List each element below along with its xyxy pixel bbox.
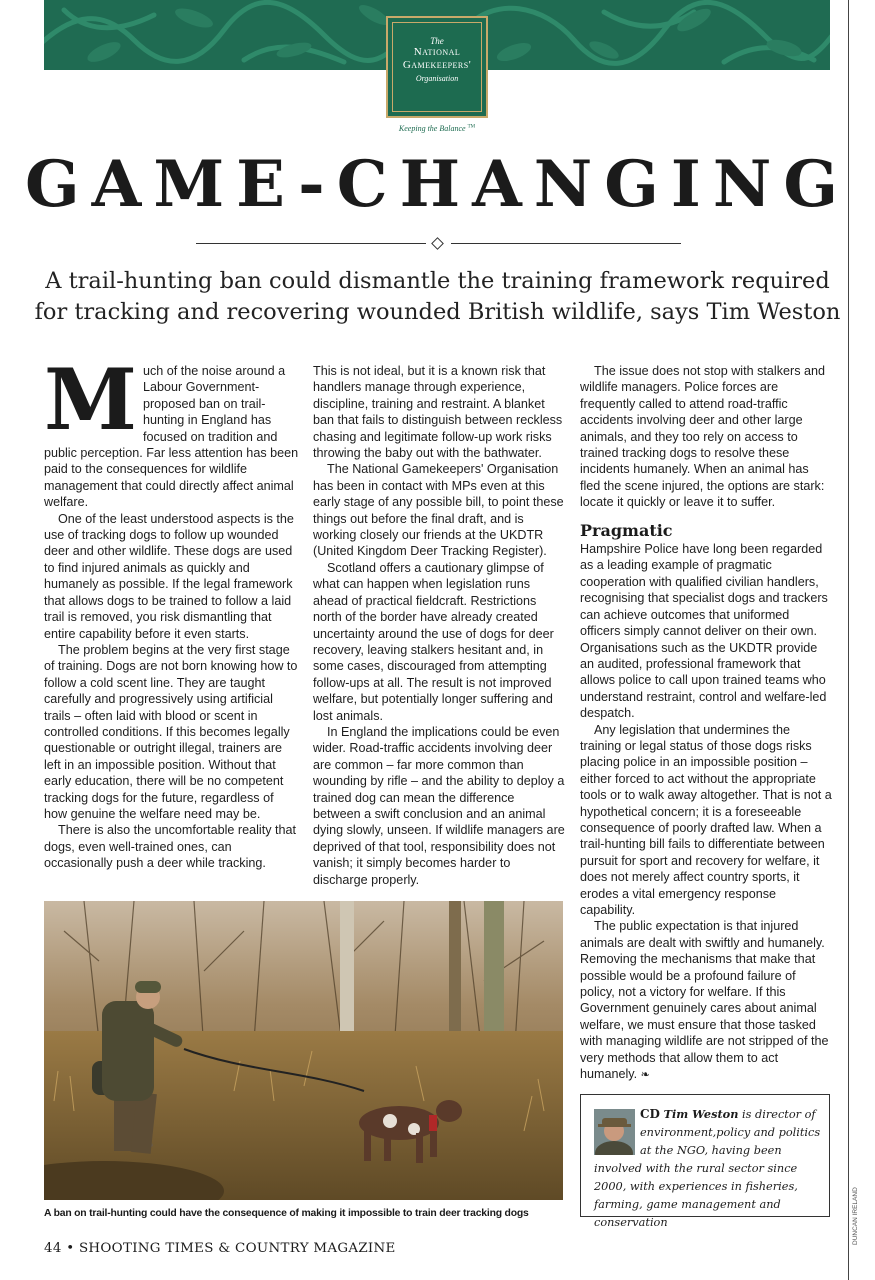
photo-caption: A ban on trail-hunting could have the consequence of making it impossible to train deer tracking dogs	[44, 1208, 529, 1219]
ngo-badge-line2: Gamekeepers'	[402, 59, 472, 71]
col3-paragraph-4-text: The public expectation is that injured animals are dealt with swiftly and humanely. Removing the mechanisms that make that possible would be a profound failure of policy, not a victory for welfare. If this Government genuinely cares about animal welfare, we must ensure that those tasked with managing wildlife are not stripped of the very methods that allow them to act humanely.	[580, 919, 829, 1082]
deer-tracking-photo-image	[44, 901, 563, 1200]
col2-paragraph-4: In England the implications could be even wider. Road-traffic accidents involving deer are common – far more common than wounding by rifle – and the ability to deploy a trained dog can mean the difference between a swift conclusion and an animal dying slowly, unseen. If wildlife managers are deprived of that tool, responsibility does not vanish; it simply becomes harder to discharge properly.	[313, 724, 565, 887]
divider-left	[196, 243, 426, 244]
col3-paragraph-1: The issue does not stop with stalkers and wildlife managers. Police forces are frequently called to attend road-traffic accidents involving deer and other large animals, and they too rely on access to trained tracking dogs to resolve these incidents humanely. When an animal has fled the scene injured, the options are stark: locate it quickly or leave it to suffer.	[580, 364, 826, 510]
ngo-badge-line1: National	[413, 46, 461, 58]
article-photo	[44, 901, 563, 1200]
page-footer: 44 • SHOOTING TIMES & COUNTRY MAGAZINE	[44, 1241, 396, 1256]
col2-paragraph-1: This is not ideal, but it is a known risk that handlers manage through experience, discipline, training and restraint. A blanket ban that fails to distinguish between reckless chasing and legitimate follow-up work risks throwing the baby out with the bathwater.	[313, 364, 563, 461]
col3-paragraph-2: Hampshire Police have long been regarded as a leading example of pragmatic cooperation with qualified civilian handlers, recognising that specialist dogs and trackers can achieve outcomes that uniformed officers simply cannot deliver on their own. Organisations such as the UKDTR provide an audited, professional framework that allows police to call upon trained teams who understand restraint, control and welfare-led despatch.	[580, 542, 828, 721]
diamond-icon	[431, 237, 444, 250]
ngo-logo-badge	[386, 16, 488, 118]
author-bio-box	[580, 1094, 830, 1229]
ngo-badge-frame	[392, 22, 482, 112]
avatar-spacer	[594, 1105, 640, 1157]
ngo-tagline-tm: TM	[467, 124, 476, 130]
col2-paragraph-3: Scotland offers a cautionary glimpse of what can happen when legislation runs ahead of practical fieldcraft. Restrictions north of the border have already created uncertainty around the use of dogs for deer recovery, leaving stalkers hesitant and, in some cases, discouraged from attempting follow-ups at all. The result is not improved welfare, but potentially longer suffering and lost animals.	[313, 560, 554, 723]
photo-credit: DUNCAN IRELAND	[852, 1187, 859, 1245]
leaf-endmark-icon: ❧	[640, 1069, 650, 1082]
col2-paragraph-2: The National Gamekeepers' Organisation has been in contact with MPs even at this early stage of any possible bill, to point these things out before the final draft, and is working closely our friends at the UKDTR (United Kingdom Deer Tracking Register).	[313, 462, 564, 559]
col3-paragraph-3: Any legislation that undermines the training or legal status of those dogs risks placing police in an impossible position – either forced to act without the appropriate tools or to walk away altogether. That is not a hypothetical concern; it is a foreseeable consequence of poorly drafted law. When a trail-hunting bill fails to differentiate between pursuit for sport and recovery for welfare, it does not merely affect country sports, it erodes a vital emergency response capability.	[580, 722, 832, 917]
author-bio-text	[594, 1105, 824, 1232]
article-column-2	[313, 363, 565, 888]
col1-paragraph-1: uch of the noise around a Labour Government-proposed ban on trail-hunting in England has focused on tradition and public perception. Far less attention has been paid to the consequences for wildlife management that could directly affect animal welfare.	[44, 364, 299, 510]
ngo-tagline-text: Keeping the Balance	[398, 124, 466, 133]
col1-paragraph-4: There is also the uncomfortable reality that dogs, even well-trained ones, can occasionally push a deer while tracking.	[44, 823, 297, 871]
ngo-badge-the: The	[430, 36, 444, 46]
ngo-tagline	[386, 124, 488, 133]
author-name: Tim Weston	[663, 1107, 739, 1121]
divider-right	[451, 243, 681, 244]
ngo-badge-org: Organisation	[415, 74, 459, 83]
article-standfirst: A trail-hunting ban could dismantle the training framework required for tracking and recovering wounded British wildlife, says Tim Weston	[34, 268, 841, 325]
subheading: Pragmatic	[580, 520, 673, 540]
col3-paragraph-4	[580, 918, 832, 1083]
drop-cap: M	[44, 350, 137, 449]
ngo-logo-icon: CD	[640, 1107, 660, 1121]
author-bio-description: is director of environment,policy and politics at the NGO, having been involved with the rural sector since 2000, with experiences in fisheries, farming, game management and conservation	[594, 1108, 821, 1229]
article-column-3	[580, 363, 832, 1083]
col1-paragraph-3: The problem begins at the very first stage of training. Dogs are not born knowing how to follow a cold scent line. They are taught carefully and progressively using artificial trails – often laid with blood or scent in controlled conditions. If this becomes legally questionable or outright illegal, trainers are left in an impossible position. Without that early education, there will be no competent tracking dogs for the future, regardless of how genuine the welfare need may be.	[44, 642, 298, 821]
article-headline: GAME-CHANGING	[25, 147, 850, 222]
col1-paragraph-2: One of the least understood aspects is the use of tracking dogs to follow up wounded deer and other wildlife. These dogs are used to find injured animals as quickly and humanely as possible. If the legal framework that allows dogs to be trained to follow a laid trail is removed, you risk dismantling that entire capability before it even starts.	[44, 511, 294, 641]
article-column-1	[44, 350, 300, 872]
